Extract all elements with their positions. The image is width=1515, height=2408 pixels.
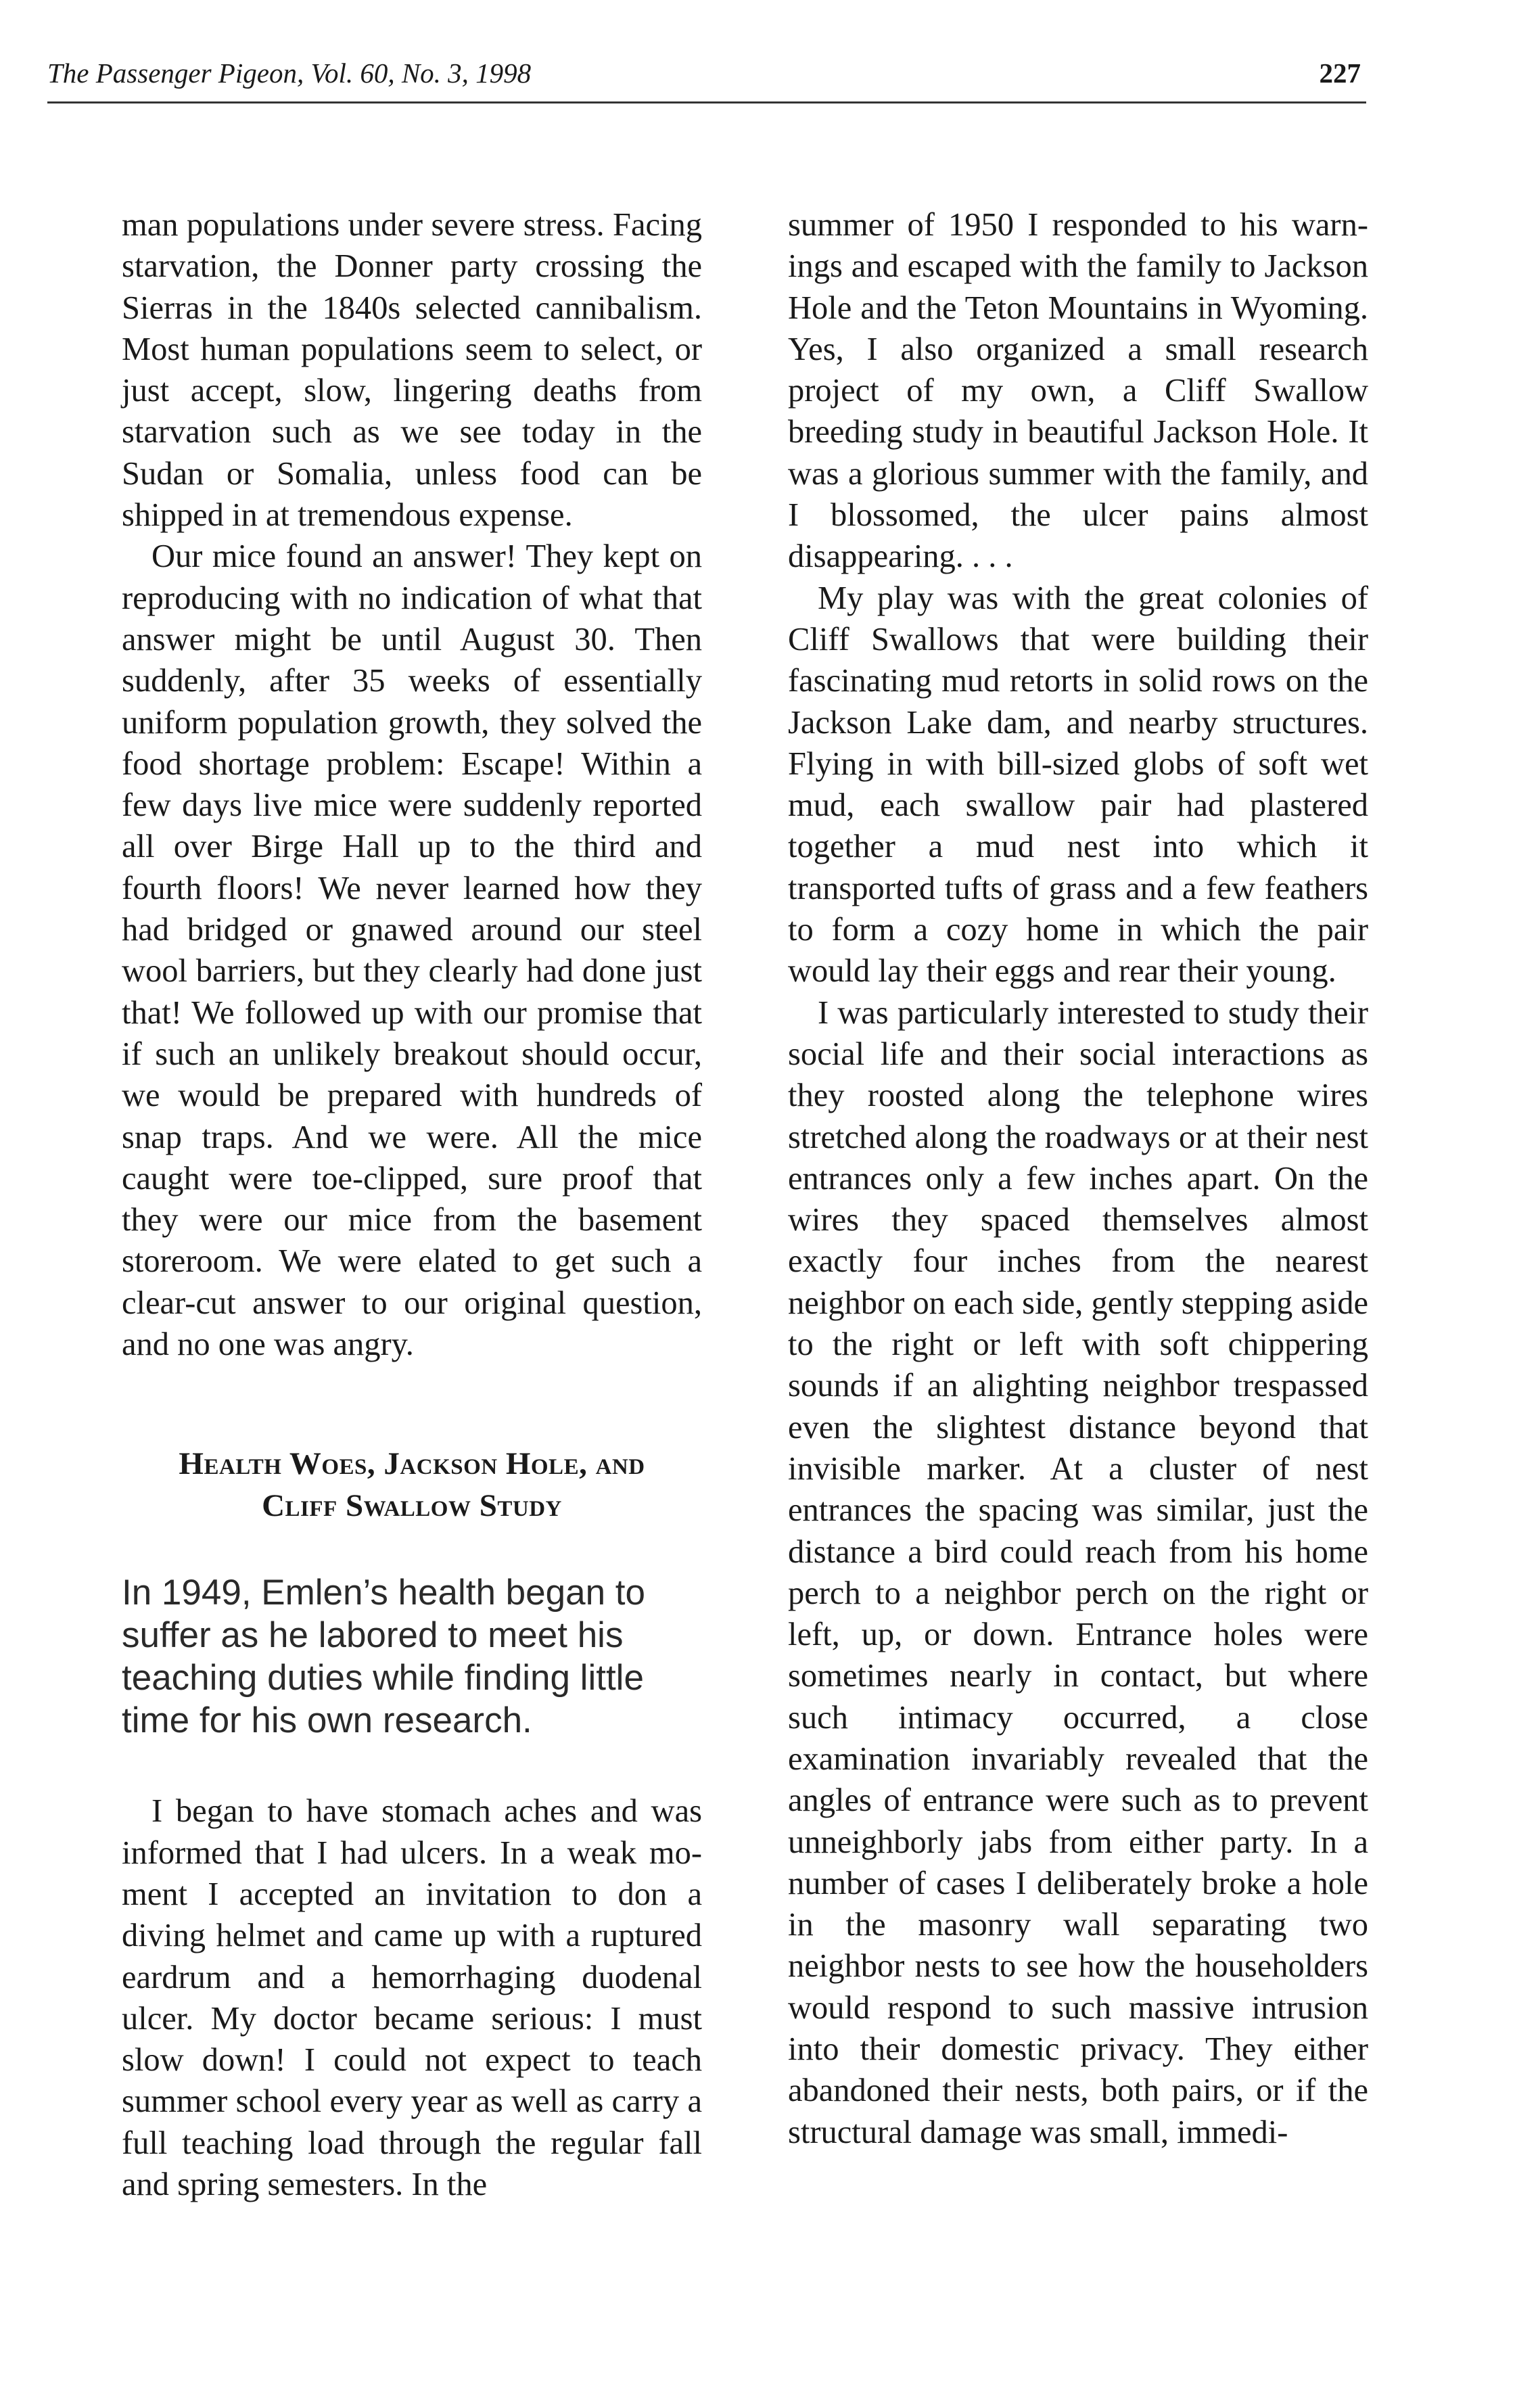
- section-heading-line: Health Woes, Jackson Hole, and: [179, 1446, 645, 1482]
- running-head: [47, 54, 1366, 103]
- paragraph: I was particularly interested to study their social life and their social interactions as they roosted along the telephone wires stretched along the roadways or at their nest entrances only a few inches apart. On the wires they spaced themselves almost exactly four inches from the nearest neighbor on each side, gently stepping aside to the right or left with soft chippering sounds if an alighting neighbor trespassed even the slightest distance beyond that invisible marker. At a cluster of nest entrances the spacing was similar, just the distance a bird could reach from his home perch to a neighbor perch on the right or left, up, or down. Entrance holes were sometimes nearly in contact, but where such intimacy occurred, a close examination invariably revealed that the angles of entrance were such as to prevent unneighborly jabs from either party. In a number of cases I deliberately broke a hole in the masonry wall separating two neighbor nests to see how the householders would respond to such massive intrusion into their domestic privacy. They either abandoned their nests, both pairs, or if the structural damage was small, immedi-: [788, 994, 1368, 2150]
- paragraph: summer of 1950 I responded to his warnings and escaped with the family to Jackson Hole and the Teton Mountains in Wyoming. Yes, I also organized a small research project of my own, a Cliff Swallow breeding study in beautiful Jackson Hole. It was a glorious summer with the family, and I blossomed, the ulcer pains almost disappearing. . . .: [788, 207, 1368, 575]
- page-number: 227: [1319, 57, 1361, 89]
- journal-title: The Passenger Pigeon, Vol. 60, No. 3, 1998: [47, 57, 532, 89]
- paragraph: I began to have stomach aches and was informed that I had ulcers. In a weak moment I accepted an invitation to don a diving helmet and came up with a ruptured eardrum and a hemorrhaging duodenal ulcer. My doctor became serious: I must slow down! I could not expect to teach summer school every year as well as carry a full teaching load through the regular fall and spring semesters. In the: [122, 1793, 702, 2202]
- section-heading: [122, 1443, 702, 1527]
- left-column: [122, 204, 702, 2205]
- right-column: [788, 204, 1368, 2153]
- paragraph: Our mice found an answer! They kept on reproducing with no indication of what that answer might be until August 30. Then suddenly, after 35 weeks of essentially uniform population growth, they solved the food shortage problem: Escape! Within a few days live mice were suddenly reported all over Birge Hall up to the third and fourth floors! We never learned how they had bridged or gnawed around our steel wool barriers, but they clearly had done just that! We followed up with our promise that if such an unlikely breakout should occur, we would be prepared with hundreds of snap traps. And we were. All the mice caught were toe-clipped, sure proof that they were our mice from the basement storeroom. We were elated to get such a clear-cut answer to our original question, and no one was angry.: [122, 538, 702, 1363]
- paragraph: My play was with the great colonies of Cliff Swallows that were building their fascinating mud retorts in solid rows on the Jackson Lake dam, and nearby structures. Flying in with bill-sized globs of soft wet mud, each swallow pair had plastered together a mud nest into which it transported tufts of grass and a few feathers to form a cozy home in which the pair would lay their eggs and rear their young.: [788, 580, 1368, 990]
- section-heading-line: Cliff Swallow Study: [262, 1488, 562, 1524]
- pull-quote: In 1949, Emlen’s health began to suffer as he labored to meet his teaching duties while finding little time for his own research.: [122, 1573, 645, 1741]
- paragraph: man populations under severe stress. Facing starvation, the Donner party crossing the Sierras in the 1840s selected cannibalism. Most human populations seem to select, or just accept, slow, lingering deaths from starvation such as we see today in the Sudan or Somalia, unless food can be shipped in at tremendous expense.: [122, 207, 702, 534]
